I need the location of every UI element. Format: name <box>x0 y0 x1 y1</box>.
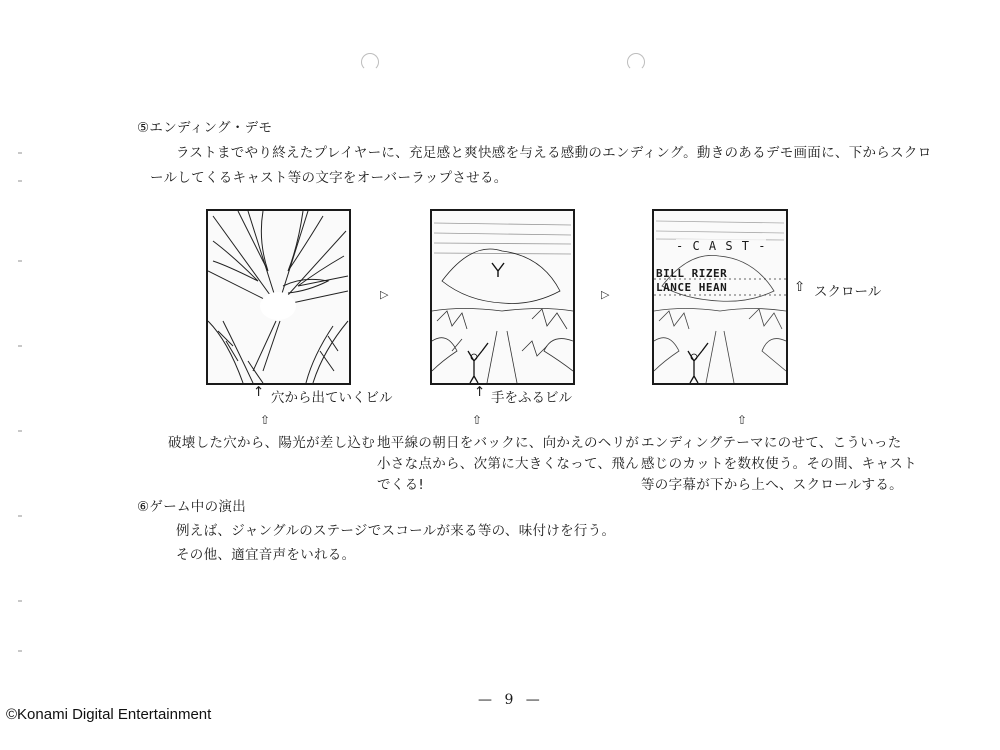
panel-1-note-line-1: 破壊した穴から、陽光が差し込む <box>168 435 375 451</box>
scroll-label: スクロール <box>814 284 882 300</box>
transition-arrow-1: ▷ <box>380 288 389 301</box>
scroll-arrow-icon: ⇧ <box>794 279 806 295</box>
margin-mark <box>18 650 22 652</box>
panel-3-sketch <box>654 211 786 383</box>
panel-1-caption-arrow: ↑ <box>253 384 265 400</box>
panel-2-sketch <box>432 211 573 383</box>
margin-mark <box>18 430 22 432</box>
margin-mark <box>18 600 22 602</box>
up-arrow-3: ⇧ <box>737 413 748 427</box>
transition-arrow-2: ▷ <box>601 288 610 301</box>
margin-mark <box>18 345 22 347</box>
section-5-heading: ⑤エンディング・デモ <box>137 120 273 136</box>
panel-3-note-line-1: エンディングテーマにのせて、こういった <box>641 435 902 451</box>
storyboard-panel-2 <box>430 209 575 385</box>
storyboard-panel-1 <box>206 209 351 385</box>
margin-mark <box>18 515 22 517</box>
binder-hole-left <box>361 53 379 71</box>
margin-mark <box>18 152 22 154</box>
storyboard-panel-3 <box>652 209 788 385</box>
margin-mark <box>18 260 22 262</box>
section-5-body-line-1: ラストまでやり終えたプレイヤーに、充足感と爽快感を与える感動のエンディング。動きのあるデモ画面に、下からスクロ <box>176 145 932 161</box>
cast-name-1: BILL RIZER <box>656 267 728 280</box>
page-number: — 9 — <box>478 692 544 708</box>
copyright-notice: ©Konami Digital Entertainment <box>6 706 212 723</box>
panel-2-note-line-2: 小さな点から、次第に大きくなって、飛ん <box>377 456 639 472</box>
up-arrow-1: ⇧ <box>260 413 271 427</box>
panel-3-note-line-2: 感じのカットを数枚使う。その間、キャスト <box>641 456 917 472</box>
binder-hole-right <box>627 53 645 71</box>
panel-2-caption: 手をふるビル <box>491 390 572 406</box>
margin-mark <box>18 180 22 182</box>
panel-2-caption-arrow: ↑ <box>474 384 486 400</box>
section-6-body-line-2: その他、適宜音声をいれる。 <box>176 547 356 563</box>
panel-2-note-line-1: 地平線の朝日をバックに、向かえのヘリが <box>377 435 640 451</box>
section-5-body-line-2: ールしてくるキャスト等の文字をオーバーラップさせる。 <box>150 170 508 186</box>
cast-name-2: LANCE HEAN <box>656 281 728 294</box>
up-arrow-2: ⇧ <box>472 413 483 427</box>
panel-1-caption: 穴から出ていくビル <box>271 390 393 406</box>
panel-3-note-line-3: 等の字幕が下から上へ、スクロールする。 <box>641 477 903 493</box>
panel-2-note-line-3: でくる! <box>377 477 425 493</box>
section-6-heading: ⑥ゲーム中の演出 <box>137 499 247 515</box>
panel-1-sketch <box>208 211 349 383</box>
cast-title: - C A S T - <box>676 239 767 253</box>
section-6-body-line-1: 例えば、ジャングルのステージでスコールが来る等の、味付けを行う。 <box>176 523 616 539</box>
